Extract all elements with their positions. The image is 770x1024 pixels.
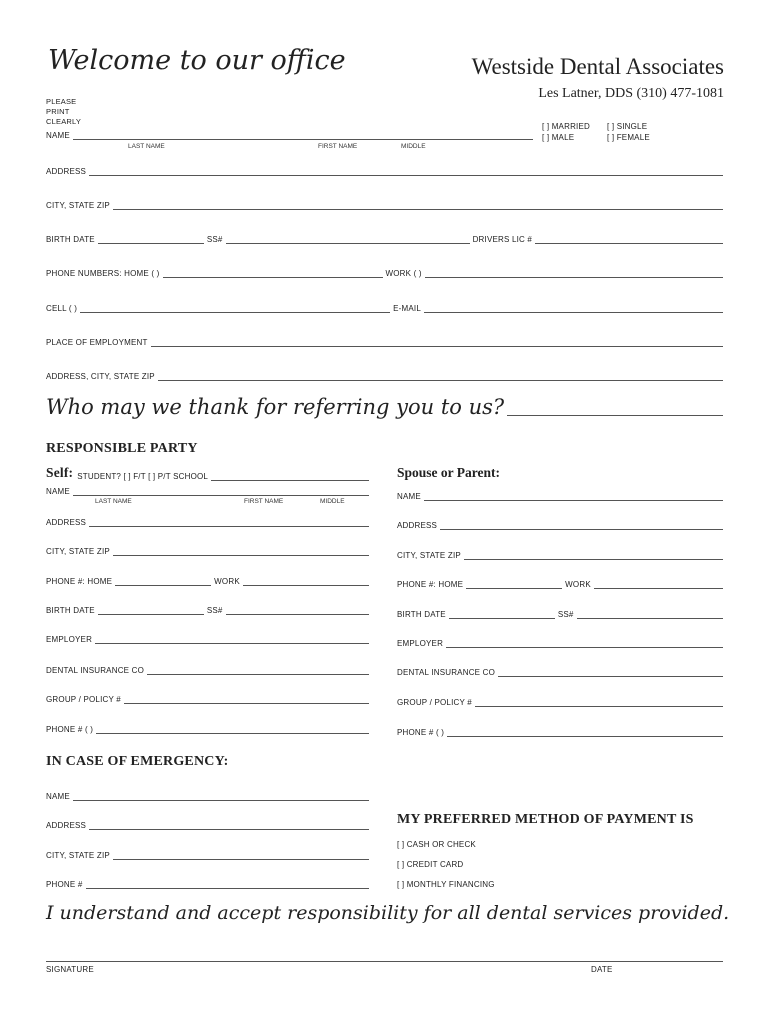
employment-address-field[interactable]: ADDRESS, CITY, STATE ZIP — [46, 372, 726, 381]
self-birth-field[interactable] — [98, 606, 204, 615]
date-label: DATE — [591, 965, 613, 974]
single-checkbox[interactable]: [ ] SINGLE — [607, 122, 648, 131]
self-phone2-field[interactable]: PHONE # ( ) — [46, 725, 372, 734]
spouse-employer-field[interactable]: EMPLOYER — [397, 639, 726, 648]
city-state-zip-field[interactable]: CITY, STATE ZIP — [46, 201, 726, 210]
responsibility-statement: I understand and accept responsibility for all dental services provided. — [46, 902, 730, 924]
spouse-city-field[interactable]: CITY, STATE ZIP — [397, 551, 726, 560]
email-field[interactable] — [424, 304, 723, 313]
self-student-row: Self: STUDENT? [ ] F/T [ ] P/T SCHOOL — [46, 465, 372, 481]
sub-last-name: LAST NAME — [128, 143, 165, 150]
birth-date-field[interactable] — [98, 235, 204, 244]
cell-field[interactable] — [80, 304, 390, 313]
self-home-phone[interactable] — [115, 577, 211, 586]
spouse-phone2-field[interactable]: PHONE # ( ) — [397, 728, 726, 737]
practice-name: Westside Dental Associates — [471, 54, 724, 79]
emergency-heading: IN CASE OF EMERGENCY: — [46, 754, 229, 769]
signature-line[interactable] — [46, 961, 723, 962]
married-checkbox[interactable]: [ ] MARRIED — [542, 122, 590, 131]
home-phone-field[interactable] — [163, 269, 383, 278]
drivers-lic-field[interactable] — [535, 235, 723, 244]
sub-middle: MIDDLE — [401, 143, 426, 150]
welcome-heading: Welcome to our office — [48, 45, 346, 76]
phone-row: PHONE NUMBERS: HOME ( ) WORK ( ) — [46, 269, 726, 278]
spouse-parent-heading: Spouse or Parent: — [397, 465, 501, 480]
self-sub-last: LAST NAME — [95, 498, 132, 505]
self-address-field[interactable]: ADDRESS — [46, 518, 372, 527]
spouse-home-phone[interactable] — [466, 580, 562, 589]
self-employer-field[interactable]: EMPLOYER — [46, 635, 372, 644]
self-birth-row: BIRTH DATE SS# — [46, 606, 372, 615]
spouse-group-field[interactable]: GROUP / POLICY # — [397, 698, 726, 707]
self-ss-field[interactable] — [226, 606, 369, 615]
payment-financing-option[interactable]: [ ] MONTHLY FINANCING — [397, 880, 495, 889]
spouse-address-field[interactable]: ADDRESS — [397, 521, 726, 530]
spouse-name-field[interactable]: NAME — [397, 492, 726, 501]
ss-field[interactable] — [226, 235, 470, 244]
referral-field[interactable]: Who may we thank for referring you to us? — [46, 395, 726, 419]
self-work-phone[interactable] — [243, 577, 369, 586]
spouse-birth-field[interactable] — [449, 610, 555, 619]
self-group-field[interactable]: GROUP / POLICY # — [46, 695, 372, 704]
print-notice: PLEASE PRINT CLEARLY — [46, 97, 82, 126]
payment-heading: MY PREFERRED METHOD OF PAYMENT IS — [397, 812, 694, 827]
employment-field[interactable]: PLACE OF EMPLOYMENT — [46, 338, 726, 347]
work-phone-field[interactable] — [425, 269, 723, 278]
spouse-ss-field[interactable] — [577, 610, 723, 619]
practice-contact: Les Latner, DDS (310) 477-1081 — [538, 86, 724, 101]
self-name-field[interactable]: NAME — [46, 487, 372, 496]
school-field[interactable] — [211, 472, 369, 481]
cell-email-row: CELL ( ) E-MAIL — [46, 304, 726, 313]
payment-credit-option[interactable]: [ ] CREDIT CARD — [397, 860, 464, 869]
self-sub-first: FIRST NAME — [244, 498, 284, 505]
self-insurance-field[interactable]: DENTAL INSURANCE CO — [46, 666, 372, 675]
emergency-city-field[interactable]: CITY, STATE ZIP — [46, 851, 372, 860]
address-field[interactable]: ADDRESS — [46, 167, 726, 176]
female-checkbox[interactable]: [ ] FEMALE — [607, 133, 650, 142]
spouse-work-phone[interactable] — [594, 580, 723, 589]
male-checkbox[interactable]: [ ] MALE — [542, 133, 575, 142]
emergency-name-field[interactable]: NAME — [46, 792, 372, 801]
self-phone-row: PHONE #: HOME WORK — [46, 577, 372, 586]
spouse-insurance-field[interactable]: DENTAL INSURANCE CO — [397, 668, 726, 677]
emergency-address-field[interactable]: ADDRESS — [46, 821, 372, 830]
spouse-birth-row: BIRTH DATE SS# — [397, 610, 726, 619]
responsible-party-heading: RESPONSIBLE PARTY — [46, 441, 198, 456]
self-sub-middle: MIDDLE — [320, 498, 345, 505]
signature-label: SIGNATURE — [46, 965, 94, 974]
self-city-field[interactable]: CITY, STATE ZIP — [46, 547, 372, 556]
payment-cash-option[interactable]: [ ] CASH OR CHECK — [397, 840, 476, 849]
sub-first-name: FIRST NAME — [318, 143, 358, 150]
patient-name-field[interactable]: NAME — [46, 131, 536, 140]
birth-ss-drivers-row: BIRTH DATE SS# DRIVERS LIC # — [46, 235, 726, 244]
spouse-phone-row: PHONE #: HOME WORK — [397, 580, 726, 589]
emergency-phone-field[interactable]: PHONE # — [46, 880, 372, 889]
